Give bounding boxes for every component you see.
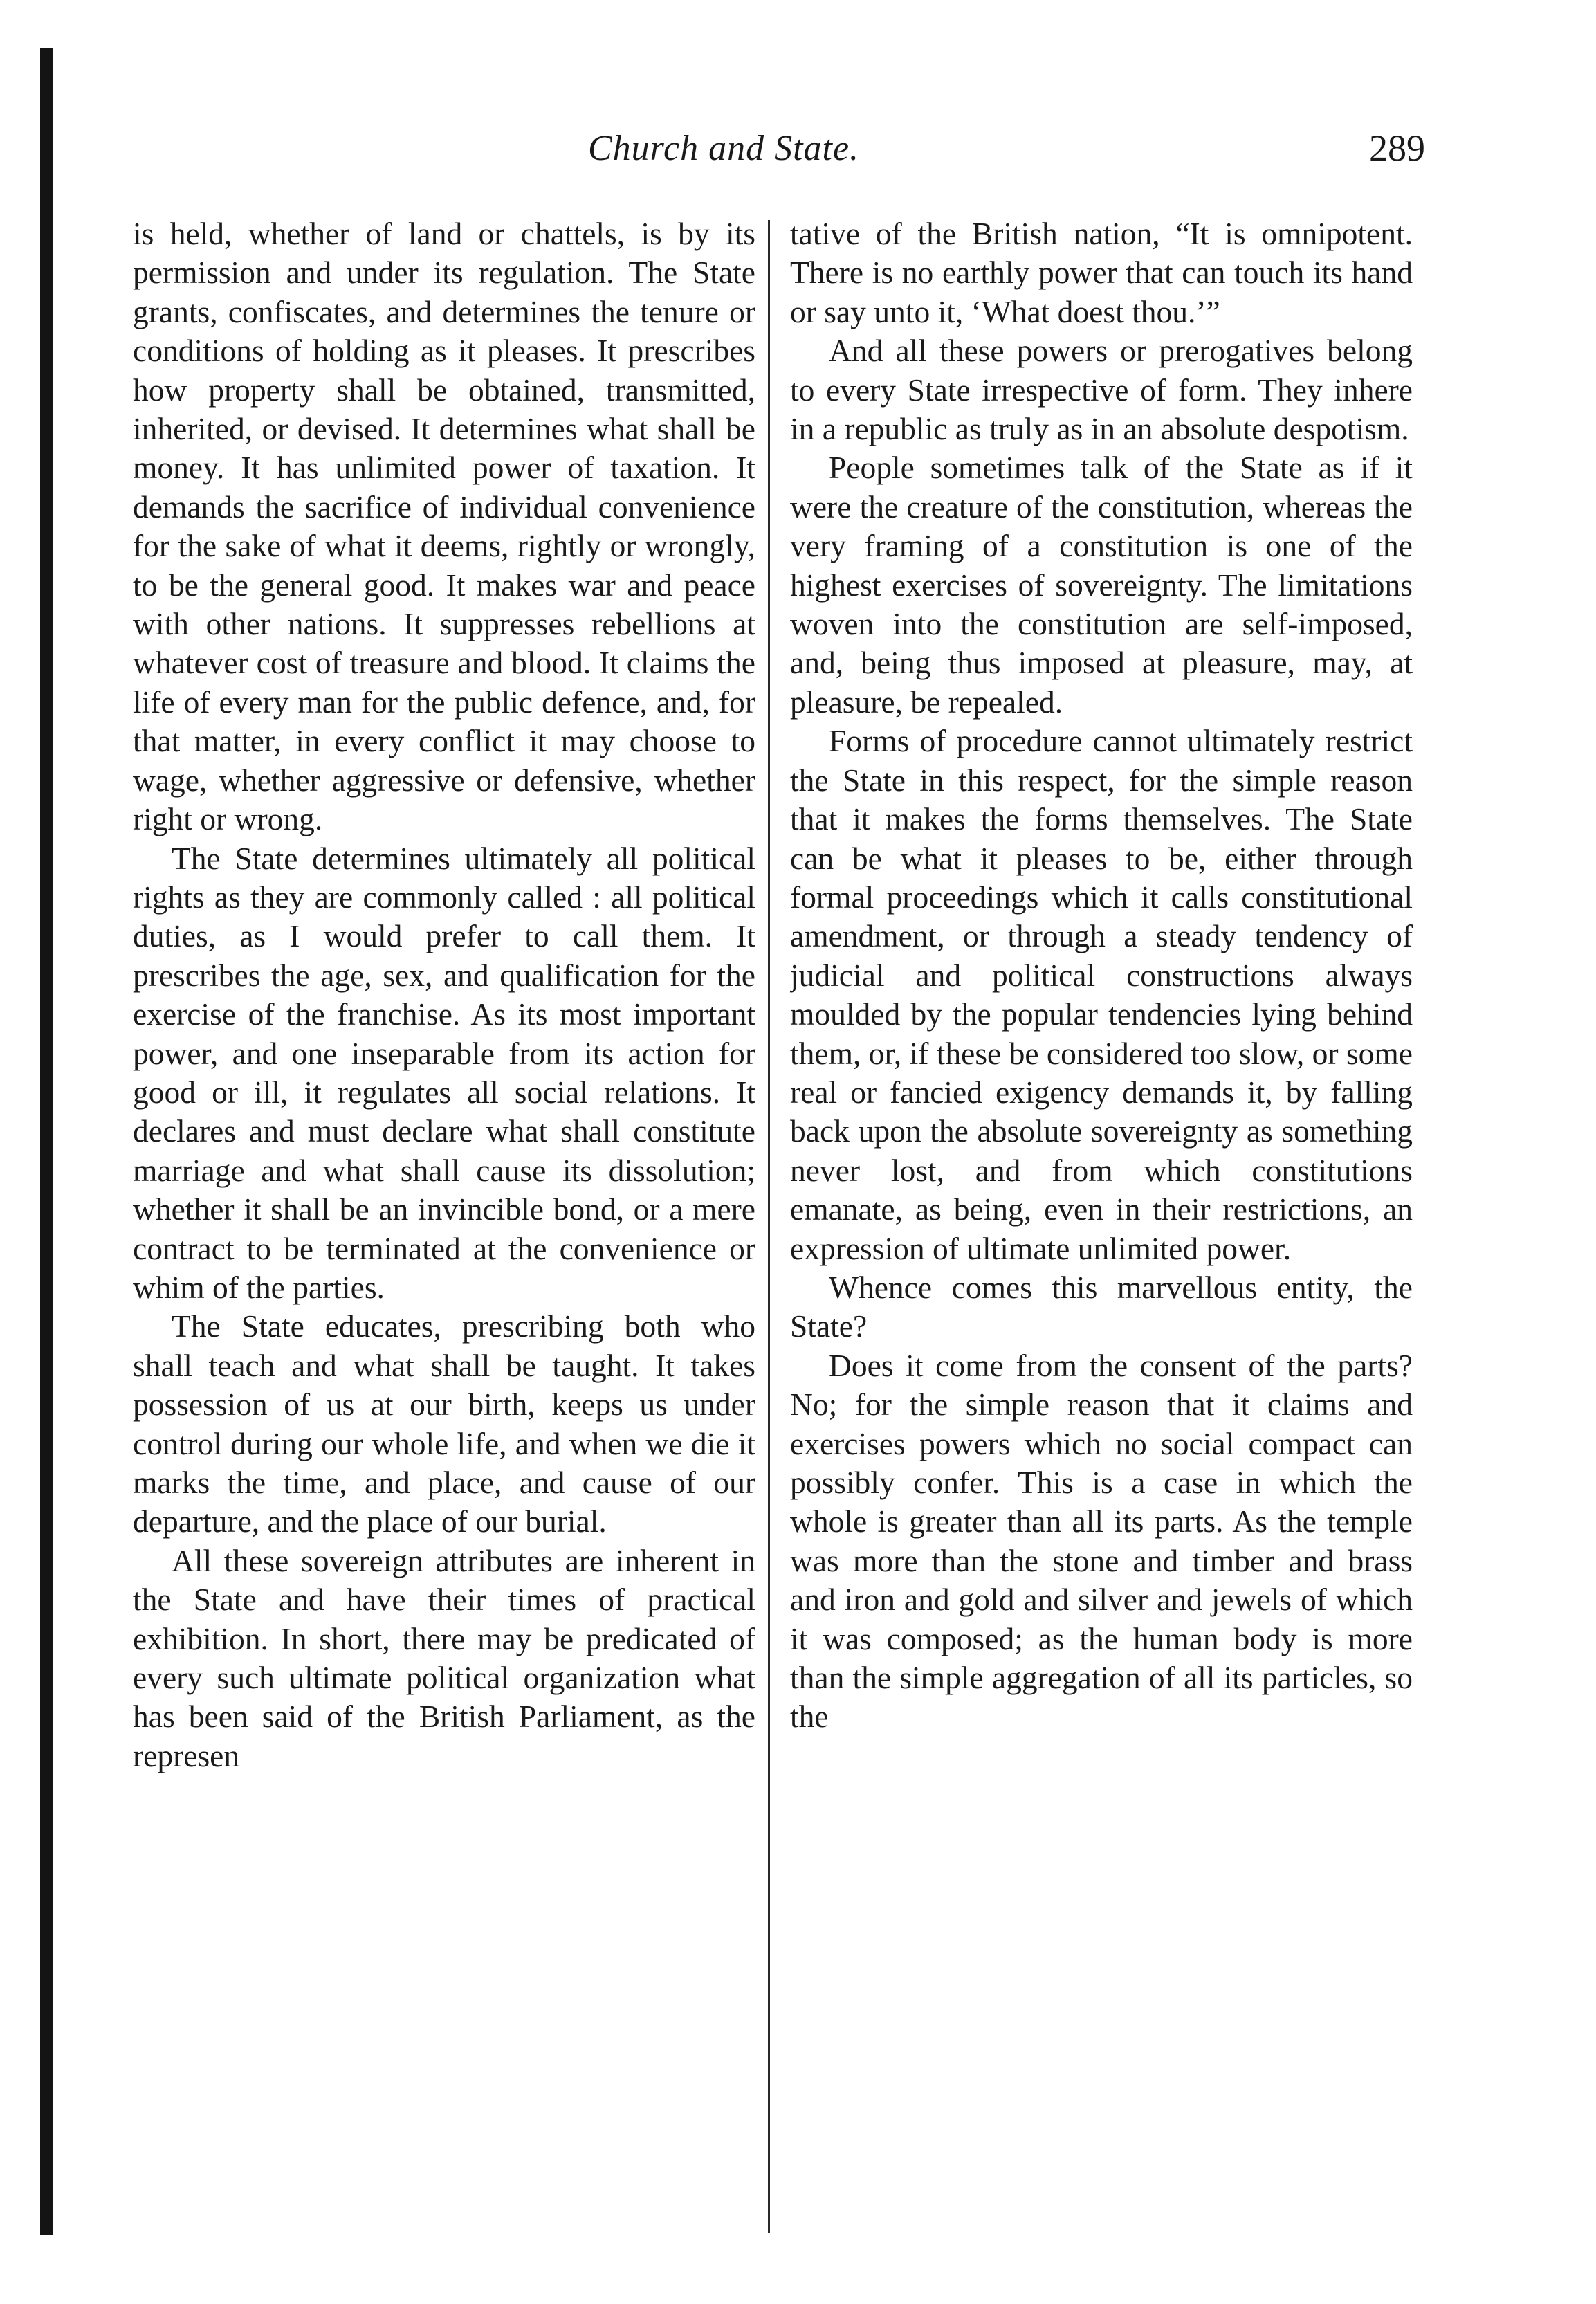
paragraph: Whence comes this marvellous entity, the State?	[790, 1269, 1413, 1344]
paragraph: Forms of procedure cannot ultimately restrict the State in this respect, for the simple reason that it makes the forms themselves. The State can be what it pleases to be, either through formal proceedings which it calls constitutional amendment, or through a steady tendency of judicial and political constructions always moulded by the popular tendencies lying behind them, or, if these be considered too slow, or some real or fancied exigency demands it, by falling back upon the absolute sovereignty as something never lost, and from which constitutions emanate, as being, even in their restrictions, an expression of ultimate unlimited power.	[790, 723, 1413, 1266]
paragraph: All these sovereign attributes are inherent in the State and have their times of practical exhibition. In short, there may be predicated of every such ultimate political organization what has been said of the British Parliament, as the represen	[133, 1542, 755, 1773]
page-number: 289	[1369, 127, 1425, 169]
paragraph: The State educates, prescribing both who shall teach and what shall be taught. It takes possession of us at our birth, keeps us under control during our whole life, and when we die it marks the time, and place, and cause of our departure, and the place of our burial.	[133, 1308, 755, 1539]
left-column	[133, 214, 755, 2207]
paragraph: tative of the British nation, “It is omnipotent. There is no earthly power that can touch its hand or say unto it, ‘What doest thou.’”	[790, 216, 1413, 329]
paragraph: is held, whether of land or chattels, is by its permission and under its regulation. The State grants, confiscates, and determines the tenure or conditions of holding as it pleases. It prescribes how property shall be obtained, transmitted, inherited, or devised. It determines what shall be money. It has unlimited power of taxation. It demands the sacrifice of individual convenience for the sake of what it deems, rightly or wrongly, to be the general good. It makes war and peace with other nations. It suppresses rebellions at whatever cost of treasure and blood. It claims the life of every man for the public defence, and, for that matter, in every conflict it may choose to wage, whether aggressive or defensive, whether right or wrong.	[133, 216, 755, 837]
running-head	[111, 121, 1425, 183]
paragraph: People sometimes talk of the State as if it were the creature of the constitution, whereas the very framing of a constitution is one of the highest exercises of sovereignty. The limitations woven into the constitution are self-imposed, and, being thus imposed at pleasure, may, at pleasure, be repealed.	[790, 450, 1413, 720]
paragraph: The State determines ultimately all political rights as they are commonly called : all political duties, as I would prefer to call them. It prescribes the age, sex, and qualification for the exercise of the franchise. As its most important power, and one inseparable from its action for good or ill, it regulates all social relations. It declares and must declare what shall constitute marriage and what shall cause its dissolution; whether it shall be an invincible bond, or a mere contract to be terminated at the convenience or whim of the parties.	[133, 840, 755, 1305]
binding-edge	[40, 48, 53, 2235]
right-column	[790, 214, 1413, 2207]
column-rule	[768, 220, 770, 2233]
running-title: Church and State.	[588, 129, 860, 168]
paragraph: And all these powers or prerogatives belong to every State irrespective of form. They inhere in a republic as truly as in an absolute despotism.	[790, 333, 1413, 447]
paragraph: Does it come from the consent of the parts? No; for the simple reason that it claims and exercises powers which no social compact can possibly confer. This is a case in which the whole is greater than all its parts. As the temple was more than the stone and timber and brass and iron and gold and silver and jewels of which it was composed; as the human body is more than the simple aggregation of all its particles, so the	[790, 1347, 1413, 1735]
